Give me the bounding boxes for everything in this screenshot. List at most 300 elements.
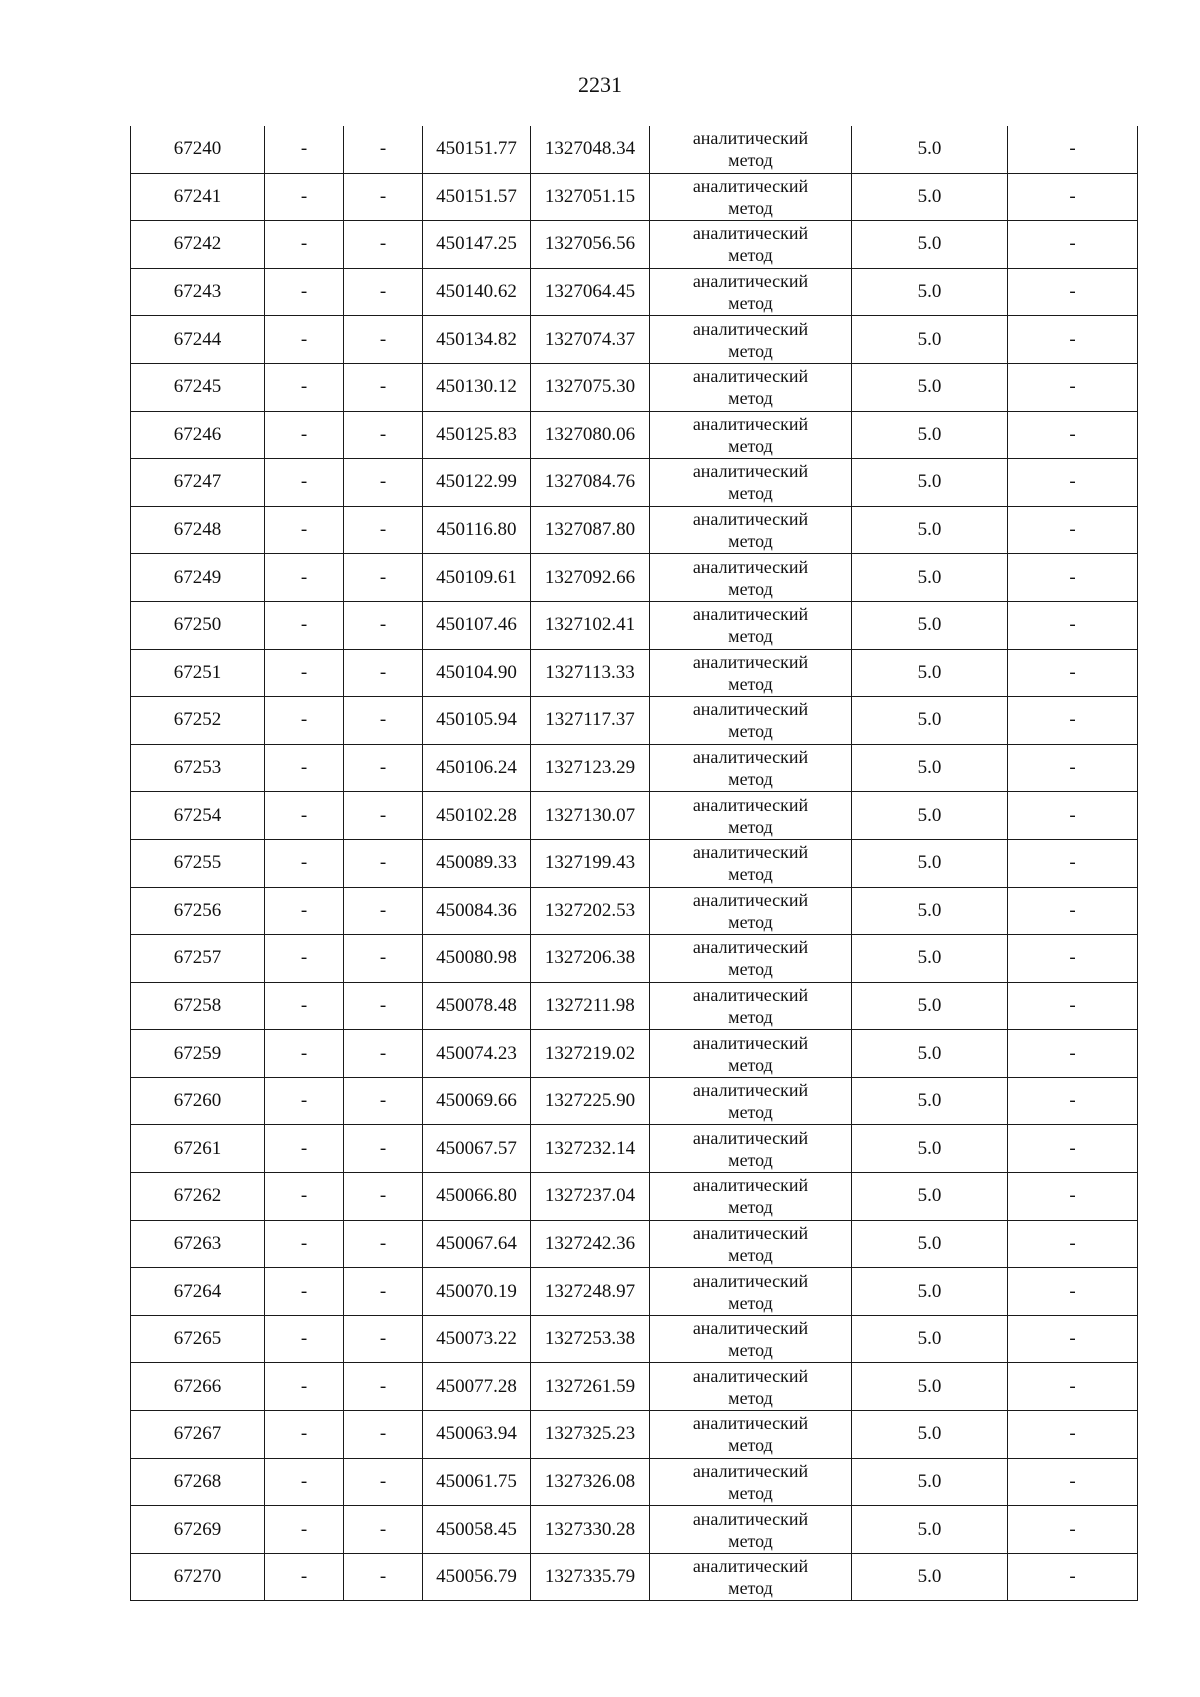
accuracy-cell: 5.0 (852, 1411, 1008, 1459)
dash-cell: - (344, 887, 423, 935)
accuracy-cell: 5.0 (852, 1030, 1008, 1078)
y-coordinate-cell: 1327064.45 (531, 268, 650, 316)
method-cell (650, 1363, 852, 1411)
accuracy-cell: 5.0 (852, 1315, 1008, 1363)
point-number-cell: 67244 (131, 316, 265, 364)
x-coordinate-cell: 450084.36 (423, 887, 531, 935)
x-coordinate-cell: 450073.22 (423, 1315, 531, 1363)
dash-cell: - (344, 1173, 423, 1221)
x-coordinate-cell: 450151.77 (423, 126, 531, 173)
method-text: аналитический метод (692, 1508, 809, 1551)
method-text: аналитический метод (692, 1270, 809, 1313)
dash-cell: - (265, 1220, 344, 1268)
y-coordinate-cell: 1327232.14 (531, 1125, 650, 1173)
table-row (131, 839, 1138, 887)
accuracy-cell: 5.0 (852, 173, 1008, 221)
dash-cell: - (265, 411, 344, 459)
dash-cell: - (344, 1220, 423, 1268)
method-text: аналитический метод (692, 271, 809, 314)
method-text: аналитический метод (692, 1080, 809, 1123)
dash-cell: - (1008, 1411, 1138, 1459)
dash-cell: - (265, 1077, 344, 1125)
dash-cell: - (1008, 1173, 1138, 1221)
accuracy-cell: 5.0 (852, 1363, 1008, 1411)
method-cell (650, 649, 852, 697)
dash-cell: - (265, 935, 344, 983)
table-row (131, 887, 1138, 935)
y-coordinate-cell: 1327056.56 (531, 221, 650, 269)
dash-cell: - (344, 982, 423, 1030)
method-cell (650, 1506, 852, 1554)
dash-cell: - (265, 1268, 344, 1316)
point-number-cell: 67243 (131, 268, 265, 316)
x-coordinate-cell: 450078.48 (423, 982, 531, 1030)
point-number-cell: 67247 (131, 459, 265, 507)
y-coordinate-cell: 1327225.90 (531, 1077, 650, 1125)
y-coordinate-cell: 1327253.38 (531, 1315, 650, 1363)
method-cell (650, 316, 852, 364)
dash-cell: - (1008, 1315, 1138, 1363)
method-text: аналитический метод (692, 1222, 809, 1265)
method-text: аналитический метод (692, 1032, 809, 1075)
method-cell (650, 363, 852, 411)
method-cell (650, 887, 852, 935)
accuracy-cell: 5.0 (852, 887, 1008, 935)
table-row (131, 697, 1138, 745)
method-cell (650, 1125, 852, 1173)
y-coordinate-cell: 1327080.06 (531, 411, 650, 459)
dash-cell: - (265, 1173, 344, 1221)
accuracy-cell: 5.0 (852, 459, 1008, 507)
dash-cell: - (344, 1411, 423, 1459)
method-text: аналитический метод (692, 1175, 809, 1218)
point-number-cell: 67246 (131, 411, 265, 459)
x-coordinate-cell: 450147.25 (423, 221, 531, 269)
accuracy-cell: 5.0 (852, 268, 1008, 316)
accuracy-cell: 5.0 (852, 221, 1008, 269)
table-row (131, 1363, 1138, 1411)
x-coordinate-cell: 450151.57 (423, 173, 531, 221)
table-row (131, 173, 1138, 221)
table-row (131, 268, 1138, 316)
point-number-cell: 67248 (131, 506, 265, 554)
method-text: аналитический метод (692, 128, 809, 171)
dash-cell: - (1008, 411, 1138, 459)
x-coordinate-cell: 450104.90 (423, 649, 531, 697)
dash-cell: - (344, 1506, 423, 1554)
dash-cell: - (265, 839, 344, 887)
dash-cell: - (265, 1458, 344, 1506)
accuracy-cell: 5.0 (852, 1077, 1008, 1125)
dash-cell: - (344, 839, 423, 887)
accuracy-cell: 5.0 (852, 1506, 1008, 1554)
method-cell (650, 1553, 852, 1601)
dash-cell: - (344, 744, 423, 792)
y-coordinate-cell: 1327219.02 (531, 1030, 650, 1078)
method-cell (650, 1268, 852, 1316)
method-cell (650, 1173, 852, 1221)
x-coordinate-cell: 450122.99 (423, 459, 531, 507)
table-row (131, 126, 1138, 173)
dash-cell: - (1008, 173, 1138, 221)
x-coordinate-cell: 450125.83 (423, 411, 531, 459)
accuracy-cell: 5.0 (852, 839, 1008, 887)
dash-cell: - (265, 1125, 344, 1173)
dash-cell: - (1008, 1506, 1138, 1554)
table-row (131, 1411, 1138, 1459)
table-row (131, 1506, 1138, 1554)
dash-cell: - (1008, 887, 1138, 935)
x-coordinate-cell: 450056.79 (423, 1553, 531, 1601)
table-row (131, 1315, 1138, 1363)
dash-cell: - (344, 1077, 423, 1125)
method-text: аналитический метод (692, 889, 809, 932)
point-number-cell: 67265 (131, 1315, 265, 1363)
point-number-cell: 67250 (131, 601, 265, 649)
dash-cell: - (1008, 839, 1138, 887)
x-coordinate-cell: 450063.94 (423, 1411, 531, 1459)
x-coordinate-cell: 450109.61 (423, 554, 531, 602)
x-coordinate-cell: 450116.80 (423, 506, 531, 554)
dash-cell: - (1008, 1363, 1138, 1411)
table-row (131, 1173, 1138, 1221)
method-cell (650, 506, 852, 554)
point-number-cell: 67270 (131, 1553, 265, 1601)
dash-cell: - (344, 126, 423, 173)
method-cell (650, 1030, 852, 1078)
method-cell (650, 126, 852, 173)
dash-cell: - (265, 459, 344, 507)
method-text: аналитический метод (692, 604, 809, 647)
dash-cell: - (1008, 697, 1138, 745)
coordinates-table (130, 126, 1138, 1601)
y-coordinate-cell: 1327102.41 (531, 601, 650, 649)
x-coordinate-cell: 450058.45 (423, 1506, 531, 1554)
method-text: аналитический метод (692, 699, 809, 742)
accuracy-cell: 5.0 (852, 1553, 1008, 1601)
point-number-cell: 67260 (131, 1077, 265, 1125)
accuracy-cell: 5.0 (852, 411, 1008, 459)
y-coordinate-cell: 1327237.04 (531, 1173, 650, 1221)
dash-cell: - (344, 459, 423, 507)
y-coordinate-cell: 1327325.23 (531, 1411, 650, 1459)
y-coordinate-cell: 1327326.08 (531, 1458, 650, 1506)
dash-cell: - (265, 1315, 344, 1363)
method-text: аналитический метод (692, 1127, 809, 1170)
dash-cell: - (265, 1506, 344, 1554)
point-number-cell: 67259 (131, 1030, 265, 1078)
table-row (131, 411, 1138, 459)
x-coordinate-cell: 450066.80 (423, 1173, 531, 1221)
dash-cell: - (344, 411, 423, 459)
accuracy-cell: 5.0 (852, 935, 1008, 983)
y-coordinate-cell: 1327117.37 (531, 697, 650, 745)
method-cell (650, 1458, 852, 1506)
dash-cell: - (1008, 363, 1138, 411)
table-row (131, 649, 1138, 697)
method-text: аналитический метод (692, 1413, 809, 1456)
dash-cell: - (344, 1268, 423, 1316)
method-cell (650, 1220, 852, 1268)
dash-cell: - (344, 554, 423, 602)
y-coordinate-cell: 1327084.76 (531, 459, 650, 507)
method-cell (650, 839, 852, 887)
point-number-cell: 67263 (131, 1220, 265, 1268)
accuracy-cell: 5.0 (852, 1173, 1008, 1221)
dash-cell: - (344, 506, 423, 554)
accuracy-cell: 5.0 (852, 697, 1008, 745)
accuracy-cell: 5.0 (852, 744, 1008, 792)
dash-cell: - (344, 1030, 423, 1078)
dash-cell: - (1008, 744, 1138, 792)
table-row (131, 363, 1138, 411)
method-text: аналитический метод (692, 1460, 809, 1503)
dash-cell: - (1008, 126, 1138, 173)
table-row (131, 935, 1138, 983)
y-coordinate-cell: 1327330.28 (531, 1506, 650, 1554)
dash-cell: - (1008, 1220, 1138, 1268)
point-number-cell: 67256 (131, 887, 265, 935)
method-cell (650, 173, 852, 221)
method-text: аналитический метод (692, 175, 809, 218)
accuracy-cell: 5.0 (852, 506, 1008, 554)
accuracy-cell: 5.0 (852, 792, 1008, 840)
method-text: аналитический метод (692, 413, 809, 456)
method-cell (650, 221, 852, 269)
table-row (131, 221, 1138, 269)
dash-cell: - (1008, 792, 1138, 840)
accuracy-cell: 5.0 (852, 649, 1008, 697)
table-row (131, 744, 1138, 792)
method-text: аналитический метод (692, 1556, 809, 1599)
method-text: аналитический метод (692, 937, 809, 980)
dash-cell: - (265, 1411, 344, 1459)
x-coordinate-cell: 450074.23 (423, 1030, 531, 1078)
method-text: аналитический метод (692, 318, 809, 361)
table-row (131, 506, 1138, 554)
y-coordinate-cell: 1327123.29 (531, 744, 650, 792)
method-text: аналитический метод (692, 794, 809, 837)
y-coordinate-cell: 1327199.43 (531, 839, 650, 887)
method-text: аналитический метод (692, 842, 809, 885)
dash-cell: - (265, 363, 344, 411)
point-number-cell: 67252 (131, 697, 265, 745)
point-number-cell: 67251 (131, 649, 265, 697)
dash-cell: - (344, 268, 423, 316)
point-number-cell: 67253 (131, 744, 265, 792)
table-row (131, 1553, 1138, 1601)
accuracy-cell: 5.0 (852, 126, 1008, 173)
dash-cell: - (265, 316, 344, 364)
x-coordinate-cell: 450089.33 (423, 839, 531, 887)
method-cell (650, 459, 852, 507)
dash-cell: - (344, 935, 423, 983)
dash-cell: - (1008, 459, 1138, 507)
dash-cell: - (265, 887, 344, 935)
x-coordinate-cell: 450061.75 (423, 1458, 531, 1506)
method-cell (650, 1411, 852, 1459)
table-row (131, 601, 1138, 649)
x-coordinate-cell: 450077.28 (423, 1363, 531, 1411)
y-coordinate-cell: 1327048.34 (531, 126, 650, 173)
dash-cell: - (344, 1125, 423, 1173)
dash-cell: - (344, 221, 423, 269)
y-coordinate-cell: 1327092.66 (531, 554, 650, 602)
table-row (131, 792, 1138, 840)
method-cell (650, 411, 852, 459)
method-text: аналитический метод (692, 1318, 809, 1361)
dash-cell: - (265, 506, 344, 554)
dash-cell: - (1008, 1125, 1138, 1173)
point-number-cell: 67249 (131, 554, 265, 602)
table-row (131, 1220, 1138, 1268)
x-coordinate-cell: 450102.28 (423, 792, 531, 840)
dash-cell: - (265, 268, 344, 316)
method-cell (650, 935, 852, 983)
accuracy-cell: 5.0 (852, 363, 1008, 411)
dash-cell: - (1008, 268, 1138, 316)
table-row (131, 1458, 1138, 1506)
table-body (131, 126, 1138, 1601)
point-number-cell: 67261 (131, 1125, 265, 1173)
accuracy-cell: 5.0 (852, 1220, 1008, 1268)
dash-cell: - (265, 173, 344, 221)
method-text: аналитический метод (692, 366, 809, 409)
accuracy-cell: 5.0 (852, 1458, 1008, 1506)
method-cell (650, 268, 852, 316)
method-cell (650, 1077, 852, 1125)
dash-cell: - (344, 601, 423, 649)
dash-cell: - (1008, 1030, 1138, 1078)
dash-cell: - (344, 1315, 423, 1363)
table-row (131, 554, 1138, 602)
y-coordinate-cell: 1327335.79 (531, 1553, 650, 1601)
dash-cell: - (265, 221, 344, 269)
y-coordinate-cell: 1327248.97 (531, 1268, 650, 1316)
y-coordinate-cell: 1327206.38 (531, 935, 650, 983)
dash-cell: - (1008, 316, 1138, 364)
x-coordinate-cell: 450070.19 (423, 1268, 531, 1316)
dash-cell: - (1008, 982, 1138, 1030)
method-text: аналитический метод (692, 1365, 809, 1408)
dash-cell: - (265, 1030, 344, 1078)
accuracy-cell: 5.0 (852, 1125, 1008, 1173)
point-number-cell: 67257 (131, 935, 265, 983)
dash-cell: - (1008, 1458, 1138, 1506)
point-number-cell: 67241 (131, 173, 265, 221)
dash-cell: - (1008, 649, 1138, 697)
table-row (131, 459, 1138, 507)
y-coordinate-cell: 1327074.37 (531, 316, 650, 364)
method-cell (650, 601, 852, 649)
x-coordinate-cell: 450140.62 (423, 268, 531, 316)
dash-cell: - (1008, 1077, 1138, 1125)
dash-cell: - (344, 649, 423, 697)
point-number-cell: 67245 (131, 363, 265, 411)
method-cell (650, 697, 852, 745)
y-coordinate-cell: 1327211.98 (531, 982, 650, 1030)
y-coordinate-cell: 1327113.33 (531, 649, 650, 697)
accuracy-cell: 5.0 (852, 601, 1008, 649)
method-text: аналитический метод (692, 651, 809, 694)
dash-cell: - (344, 1363, 423, 1411)
y-coordinate-cell: 1327130.07 (531, 792, 650, 840)
x-coordinate-cell: 450080.98 (423, 935, 531, 983)
dash-cell: - (344, 792, 423, 840)
point-number-cell: 67262 (131, 1173, 265, 1221)
accuracy-cell: 5.0 (852, 1268, 1008, 1316)
x-coordinate-cell: 450069.66 (423, 1077, 531, 1125)
y-coordinate-cell: 1327087.80 (531, 506, 650, 554)
dash-cell: - (265, 982, 344, 1030)
dash-cell: - (265, 649, 344, 697)
x-coordinate-cell: 450105.94 (423, 697, 531, 745)
method-cell (650, 792, 852, 840)
dash-cell: - (265, 744, 344, 792)
dash-cell: - (344, 1553, 423, 1601)
accuracy-cell: 5.0 (852, 554, 1008, 602)
dash-cell: - (1008, 221, 1138, 269)
method-text: аналитический метод (692, 509, 809, 552)
point-number-cell: 67258 (131, 982, 265, 1030)
point-number-cell: 67266 (131, 1363, 265, 1411)
table-row (131, 1268, 1138, 1316)
point-number-cell: 67267 (131, 1411, 265, 1459)
y-coordinate-cell: 1327261.59 (531, 1363, 650, 1411)
x-coordinate-cell: 450107.46 (423, 601, 531, 649)
dash-cell: - (1008, 1268, 1138, 1316)
dash-cell: - (1008, 935, 1138, 983)
y-coordinate-cell: 1327202.53 (531, 887, 650, 935)
dash-cell: - (1008, 506, 1138, 554)
x-coordinate-cell: 450067.57 (423, 1125, 531, 1173)
y-coordinate-cell: 1327075.30 (531, 363, 650, 411)
dash-cell: - (265, 126, 344, 173)
table-row (131, 316, 1138, 364)
dash-cell: - (265, 697, 344, 745)
dash-cell: - (344, 363, 423, 411)
dash-cell: - (344, 1458, 423, 1506)
accuracy-cell: 5.0 (852, 982, 1008, 1030)
accuracy-cell: 5.0 (852, 316, 1008, 364)
method-text: аналитический метод (692, 556, 809, 599)
dash-cell: - (1008, 1553, 1138, 1601)
table-row (131, 1030, 1138, 1078)
point-number-cell: 67255 (131, 839, 265, 887)
method-text: аналитический метод (692, 461, 809, 504)
method-text: аналитический метод (692, 223, 809, 266)
dash-cell: - (265, 601, 344, 649)
method-text: аналитический метод (692, 747, 809, 790)
page-number: 2231 (578, 72, 622, 97)
point-number-cell: 67254 (131, 792, 265, 840)
table-row (131, 1125, 1138, 1173)
dash-cell: - (1008, 554, 1138, 602)
dash-cell: - (265, 554, 344, 602)
point-number-cell: 67240 (131, 126, 265, 173)
dash-cell: - (265, 1553, 344, 1601)
table-row (131, 1077, 1138, 1125)
point-number-cell: 67268 (131, 1458, 265, 1506)
x-coordinate-cell: 450134.82 (423, 316, 531, 364)
method-cell (650, 1315, 852, 1363)
point-number-cell: 67242 (131, 221, 265, 269)
dash-cell: - (265, 792, 344, 840)
point-number-cell: 67269 (131, 1506, 265, 1554)
method-cell (650, 744, 852, 792)
x-coordinate-cell: 450067.64 (423, 1220, 531, 1268)
dash-cell: - (265, 1363, 344, 1411)
